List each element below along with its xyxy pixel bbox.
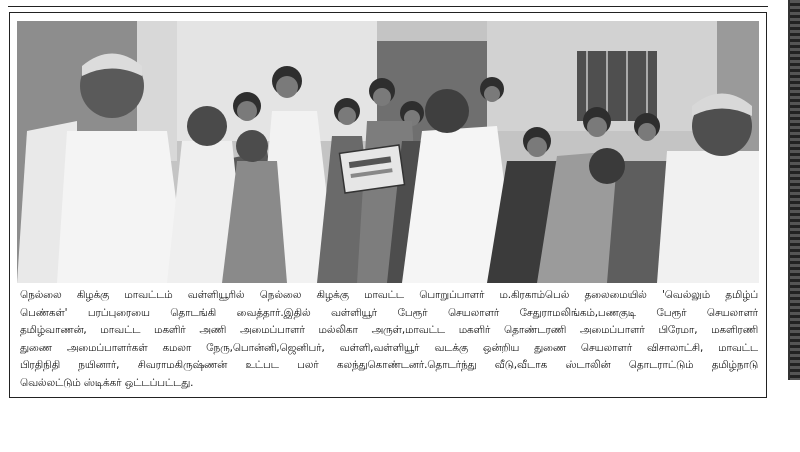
news-article [9,12,767,398]
article-caption [20,287,758,393]
caption-line-5: பிரதிநிதி நயினார், சிவராமகிருஷ்ணன் உட்பட பலர் கலந்துகொண்டனர்.தொடர்ந்து வீடு,வீடாக ஸ்டாலின் தொடராட்டும் தமிழ்நாடு [20,359,758,372]
caption-line-4: துணை அமைப்பாளர்கள் கமலா நேரு,பொன்னி,ஜெனிபர், வள்ளி,வள்ளியூர் வடக்கு ஒன்றிய துணை செயலாளர் விசாலாட்சி, மாவட்ட [20,341,758,354]
adjacent-column-strip [790,0,800,380]
caption-line-1: நெல்லை கிழக்கு மாவட்டம் வள்ளியூரில் நெல்லை கிழக்கு மாவட்ட பொறுப்பாளர் ம.கிரகாம்பெல் தலைமையில் 'வெல்லும் தமிழ்ப் [20,289,758,301]
top-rule [8,0,768,7]
group-photo [17,21,759,283]
group-photo-illustration [17,21,759,283]
caption-line-2: பெண்கள்' பரப்புரையை தொடங்கி வைத்தார்.இதில் வள்ளியூர் பேரூர் செயலாளர் சேதுராமலிங்கம்,பணகுடி பேரூர் செயலாளர் [20,306,758,319]
caption-line-6: வெல்லட்டும் ஸ்டிக்கர் ஒட்டப்பட்டது. [20,376,194,389]
caption-line-3: தமிழ்வாணன், மாவட்ட மகளிர் அணி அமைப்பாளர் மல்லிகா அருள்,மாவட்ட மகளிர் தொண்டரணி அமைப்பாளர் பிரேமா, மகளிரணி [20,324,758,337]
